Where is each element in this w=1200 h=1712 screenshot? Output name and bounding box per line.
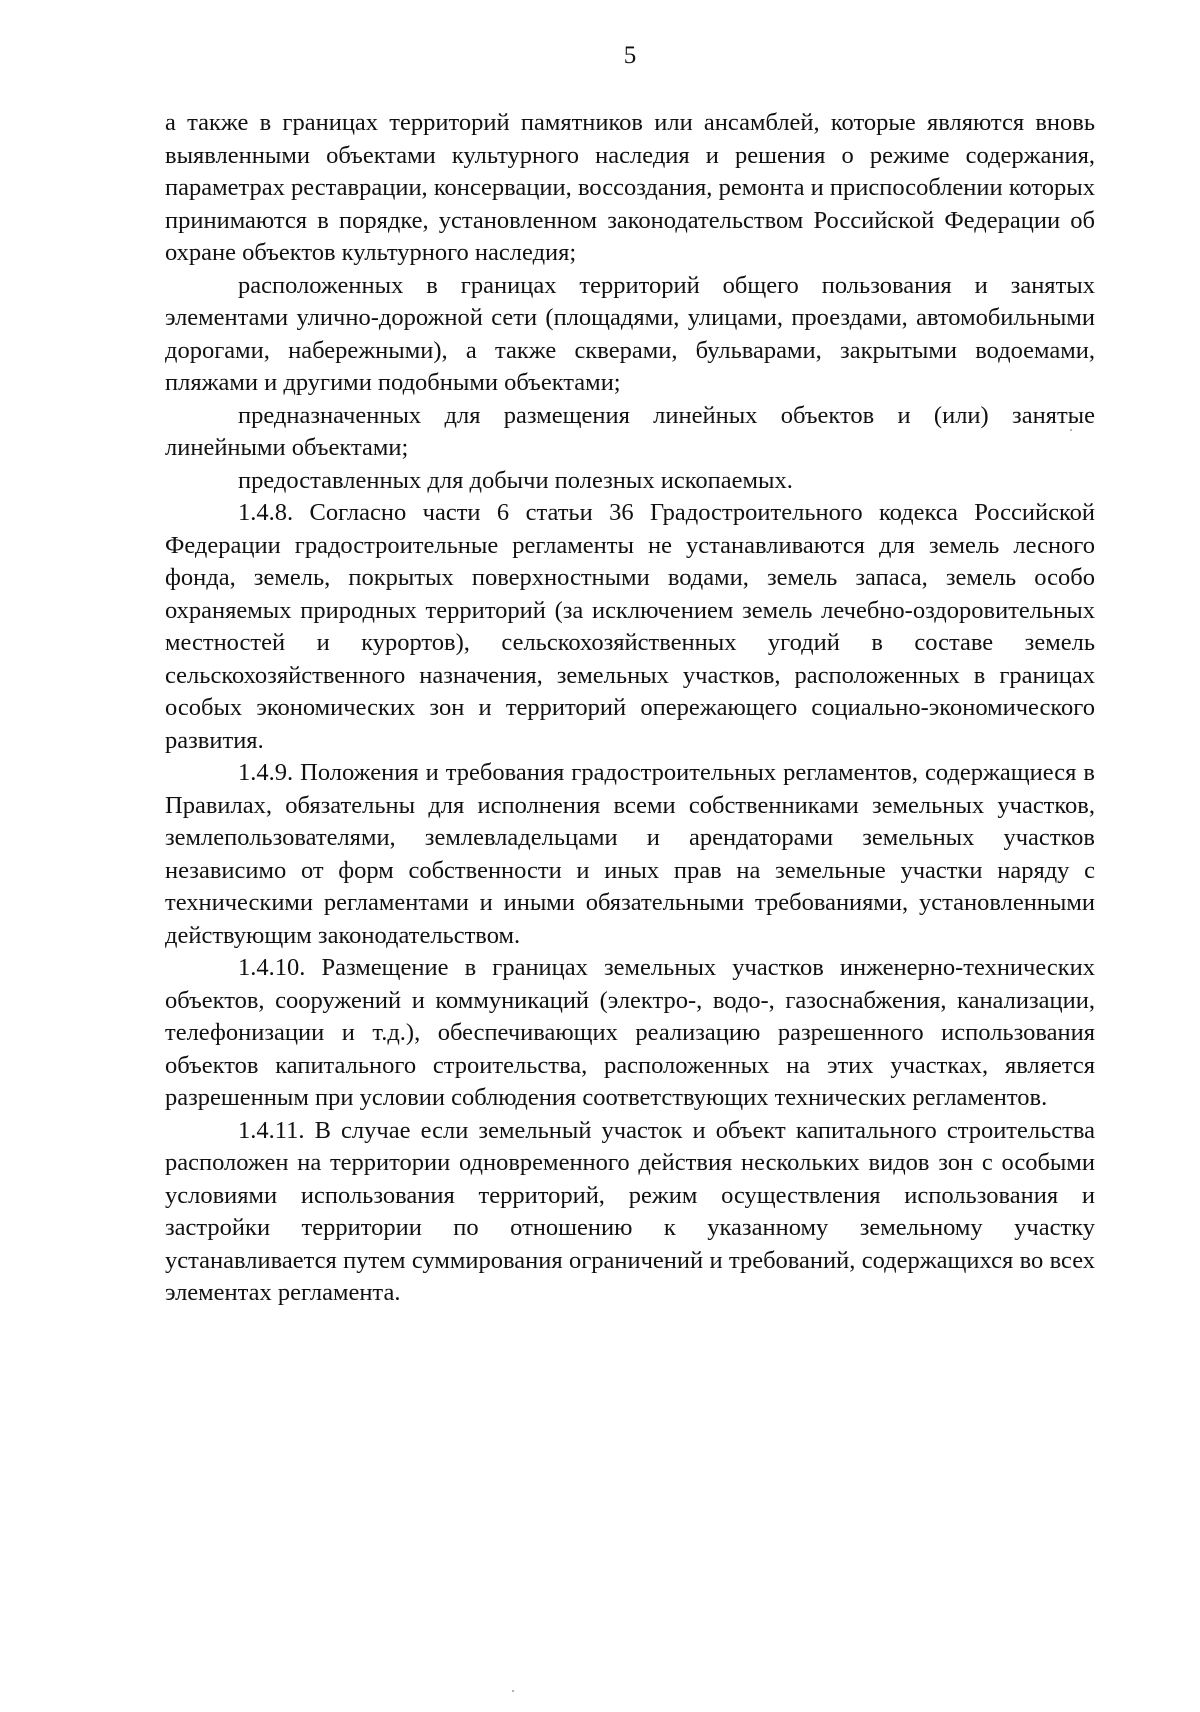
paragraph-1-4-11: 1.4.11. В случае если земельный участок и объект капитального строительства расположен на территории одновременного действия нескольких видов зон с особыми условиями использования территорий, режим осуществления использования и застройки территории по отношению к указанному земельному участку устанавливается путем суммирования ограничений и требований, содержащихся во всех элементах регламента. [165,1116,1095,1306]
scan-speck [1070,429,1072,431]
paragraph-continuation: а также в границах территорий памятников или ансамблей, которые являются вновь выявленными объектами культурного наследия и решения о режиме содержания, параметрах реставрации, консервации, воссоздания, ремонта и приспособлении которых принимаются в порядке, установленном законодательством Российской Федерации об охране объектов культурного наследия; [165,109,1095,266]
page-number: 5 [623,42,637,69]
scan-speck [512,1690,514,1692]
paragraph-1-4-9: 1.4.9. Положения и требования градостроительных регламентов, содержащиеся в Правилах, обязательны для исполнения всеми собственниками земельных участков, землепользователями, землевладельцами и арендаторами земельных участков независимо от форм собственности и иных прав на земельные участки наряду с техническими регламентами и иными обязательными требованиями, установленными действующим законодательством. [165,759,1095,949]
paragraph-mineral-extraction: предоставленных для добычи полезных ископаемых. [238,466,793,494]
paragraph-1-4-10: 1.4.10. Размещение в границах земельных участков инженерно-технических объектов, сооружений и коммуникаций (электро-, водо-, газоснабжения, канализации, телефонизации и т.д.), обеспечивающих реализацию разрешенного использования объектов капитального строительства, расположенных на этих участках, является разрешенным при условии соблюдения соответствующих технических регламентов. [165,954,1095,1111]
paragraph-1-4-8: 1.4.8. Согласно части 6 статьи 36 Градостроительного кодекса Российской Федерации градостроительные регламенты не устанавливаются для земель лесного фонда, земель, покрытых поверхностными водами, земель запаса, земель особо охраняемых природных территорий (за исключением земель лечебно-оздоровительных местностей и курортов), сельскохозяйственных угодий в составе земель сельскохозяйственного назначения, земельных участков, расположенных в границах особых экономических зон и территорий опережающего социально-экономического развития. [165,499,1095,754]
paragraph-public-territories: расположенных в границах территорий общего пользования и занятых элементами улично-дорожной сети (площадями, улицами, проездами, автомобильными дорогами, набережными), а также скверами, бульварами, закрытыми водоемами, пляжами и другими подобными объектами; [165,271,1095,396]
paragraph-linear-objects: предназначенных для размещения линейных объектов и (или) занятые линейными объектами; [165,401,1095,461]
document-body [165,107,1095,1310]
